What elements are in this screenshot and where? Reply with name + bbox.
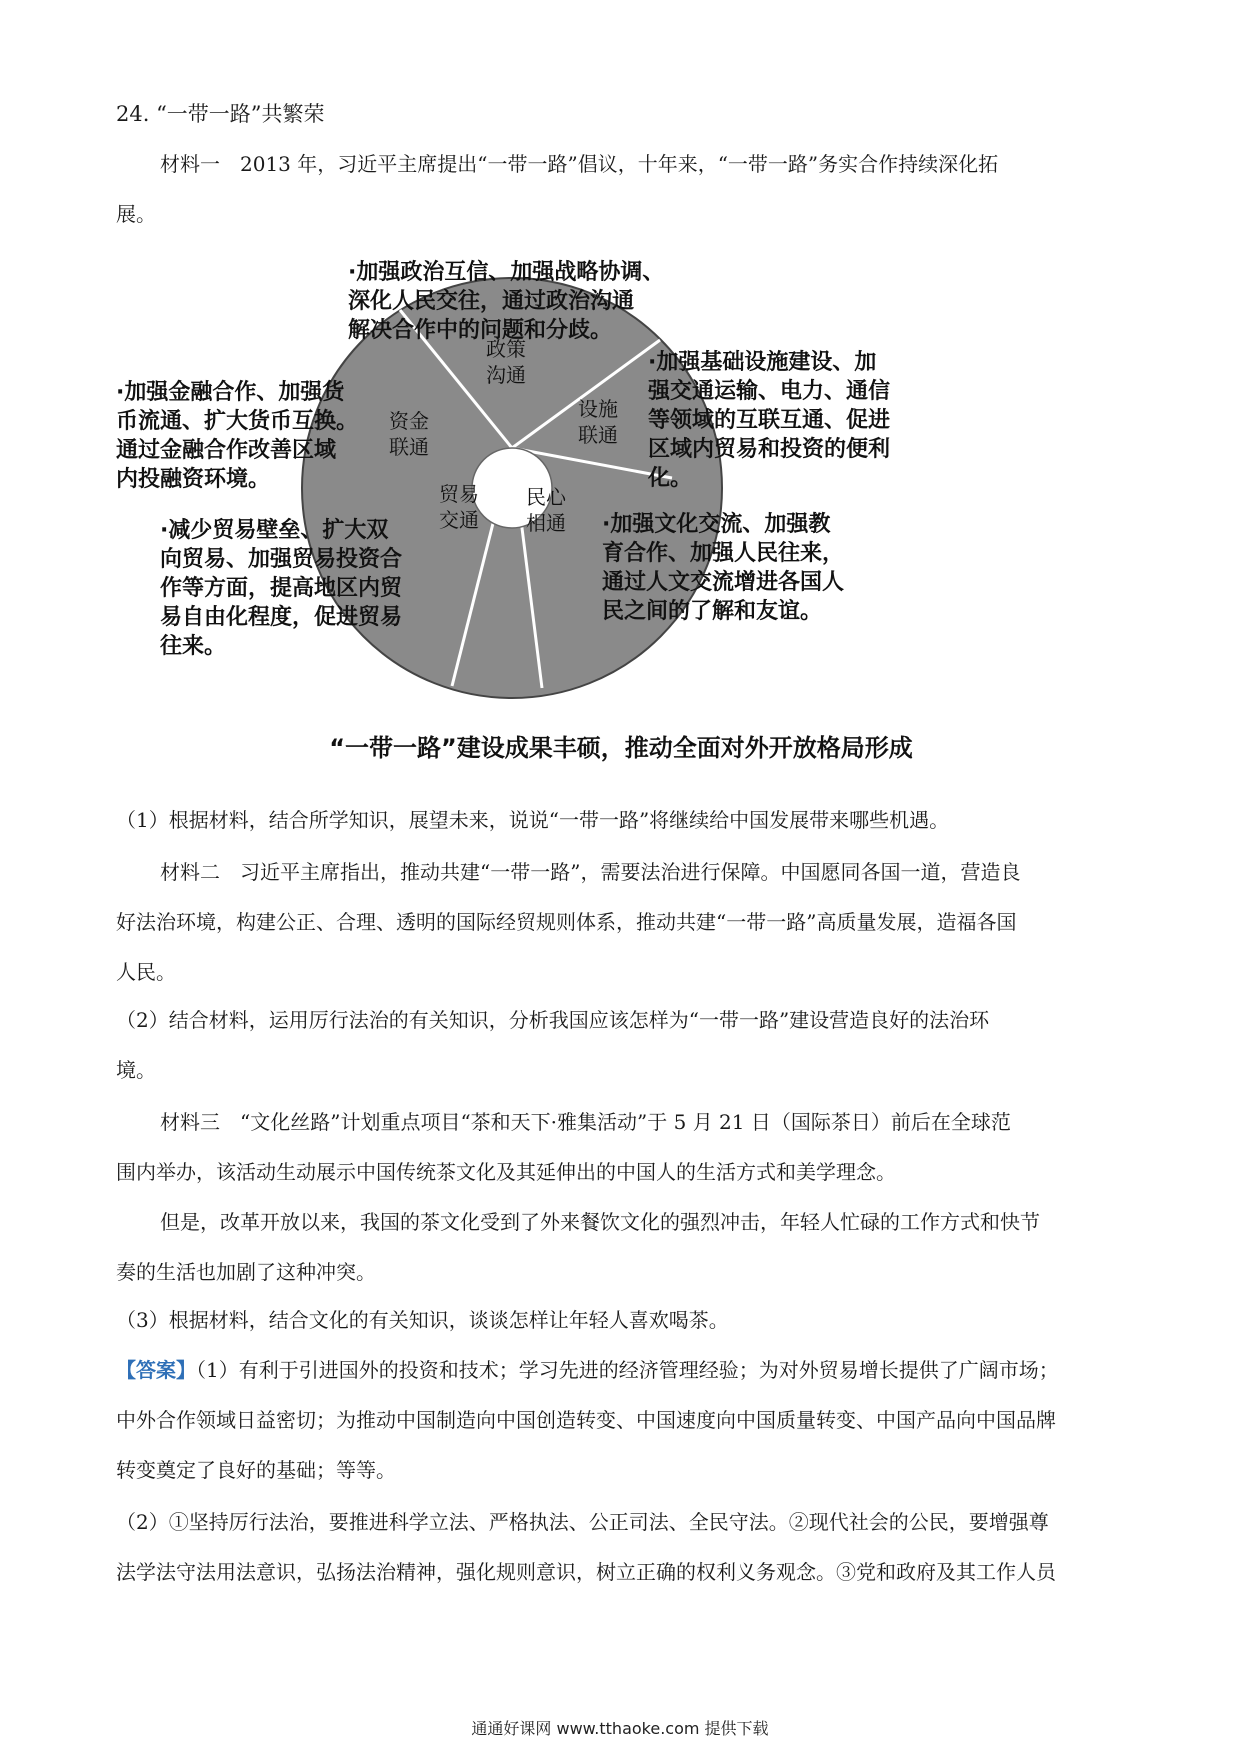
diagram-caption: “一带一路”建设成果丰硕，推动全面对外开放格局形成 [329,734,913,762]
page-footer: 通通好课网 www.tthaoke.com 提供下载 [471,1719,769,1738]
material2-line-2: 好法治环境，构建公正、合理、透明的国际经贸规则体系，推动共建“一带一路”高质量发展，造福各国 [116,910,1017,934]
note-finance: ·加强金融合作、加强货 币流通、扩大货币互换。 通过金融合作改善区域 内投融资环境。 [116,380,359,492]
answer-1-line-2: 中外合作领域日益密切；为推动中国制造向中国创造转变、中国速度向中国质量转变、中国产品向中国品牌 [116,1408,1056,1432]
question-title: 24. “一带一路”共繁荣 [116,102,325,126]
belt-road-diagram [116,258,1126,770]
material3b-line-2: 奏的生活也加剧了这种冲突。 [116,1260,376,1284]
answer-line-1 [116,1356,1059,1384]
question-3: （3）根据材料，结合文化的有关知识，谈谈怎样让年轻人喜欢喝茶。 [116,1308,729,1332]
note-trade: ·减少贸易壁垒、扩大双 向贸易、加强贸易投资合 作等方面，提高地区内贸 易自由化程度，促进贸易 往来。 [160,518,403,659]
note-facility: ·加强基础设施建设、加 强交通运输、电力、通信 等领域的互联互通、促进 区域内贸易和投资的便利 化。 [648,350,891,491]
material2-line-3: 人民。 [116,960,176,984]
answer-2-line-2: 法学法守法用法意识，弘扬法治精神，强化规则意识，树立正确的权利义务观念。③党和政府及其工作人员 [116,1560,1056,1584]
question-2-line-1: （2）结合材料，运用厉行法治的有关知识，分析我国应该怎样为“一带一路”建设营造良好的法治环 [116,1008,990,1032]
material3b-line-1: 但是，改革开放以来，我国的茶文化受到了外来餐饮文化的强烈冲击，年轻人忙碌的工作方式和快节 [160,1210,1040,1234]
sector-people: 民心 相通 [526,485,566,535]
material3-line-2: 围内举办，该活动生动展示中国传统茶文化及其延伸出的中国人的生活方式和美学理念。 [116,1160,896,1184]
answer-1-first: （1）有利于引进国外的投资和技术；学习先进的经济管理经验；为对外贸易增长提供了广阔市场； [196,1358,1059,1382]
material2-line-1: 材料二 习近平主席指出，推动共建“一带一路”，需要法治进行保障。中国愿同各国一道，营造良 [160,860,1021,884]
note-policy: ·加强政治互信、加强战略协调、 深化人民交往，通过政治沟通 解决合作中的问题和分歧。 [348,260,665,343]
sector-trade: 贸易 交通 [439,482,479,532]
sector-facility: 设施 联通 [578,397,618,447]
question-2-line-2: 境。 [116,1058,156,1082]
material3-line-1: 材料三 “文化丝路”计划重点项目“茶和天下·雅集活动”于 5 月 21 日（国际茶日）前后在全球范 [160,1110,1011,1134]
answer-tag: 【答案】 [116,1358,196,1382]
sector-policy: 政策 沟通 [486,337,526,387]
answer-2-line-1: （2）①坚持厉行法治，要推进科学立法、严格执法、公正司法、全民守法。②现代社会的公民，要增强尊 [116,1510,1049,1534]
sector-finance: 资金 联通 [389,409,429,459]
material1-line-1: 材料一 2013 年，习近平主席提出“一带一路”倡议，十年来，“一带一路”务实合作持续深化拓 [160,152,999,176]
answer-1-line-3: 转变奠定了良好的基础；等等。 [116,1458,396,1482]
question-1: （1）根据材料，结合所学知识，展望未来，说说“一带一路”将继续给中国发展带来哪些机遇。 [116,808,950,832]
note-people: ·加强文化交流、加强教 育合作、加强人民往来， 通过人文交流增进各国人 民之间的了解和友谊。 [602,512,845,624]
material1-line-2: 展。 [116,202,156,226]
